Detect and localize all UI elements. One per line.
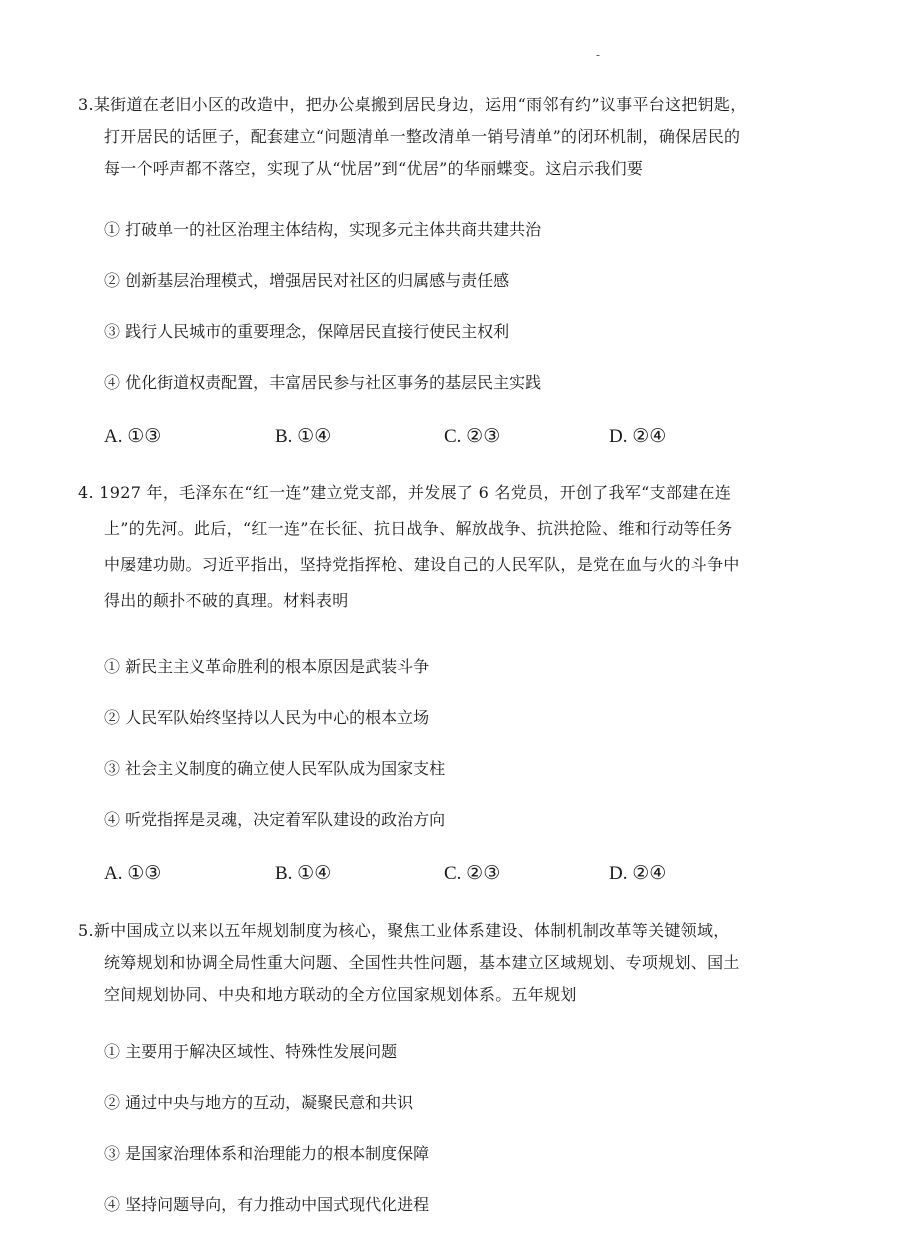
option-line: ① 新民主主义革命胜利的根本原因是武装斗争	[104, 657, 430, 676]
answer-choice-a: A. ①③	[104, 863, 162, 884]
option-line: ③ 社会主义制度的确立使人民军队成为国家支柱	[104, 759, 446, 778]
option-line: ③ 践行人民城市的重要理念，保障居民直接行使民主权利	[104, 322, 510, 341]
option-line: ② 人民军队始终坚持以人民为中心的根本立场	[104, 708, 430, 727]
answer-choice-d: D. ②④	[609, 426, 667, 447]
question-stem-line: 3.某街道在老旧小区的改造中，把办公桌搬到居民身边，运用“雨邻有约”议事平台这把钥匙，	[78, 95, 747, 114]
option-line: ③ 是国家治理体系和治理能力的根本制度保障	[104, 1144, 430, 1163]
question-stem-line: 统筹规划和协调全局性重大问题、全国性共性问题，基本建立区域规划、专项规划、国土	[104, 953, 740, 972]
question-stem-line: 5.新中国成立以来以五年规划制度为核心，聚焦工业体系建设、体制机制改革等关键领域，	[78, 921, 730, 940]
answer-choice-b: B. ①④	[275, 426, 332, 447]
option-line: ② 创新基层治理模式，增强居民对社区的归属感与责任感	[104, 271, 510, 290]
answer-choice-d: D. ②④	[609, 863, 667, 884]
option-line: ① 打破单一的社区治理主体结构，实现多元主体共商共建共治	[104, 220, 542, 239]
option-line: ④ 坚持问题导向，有力推动中国式现代化进程	[104, 1195, 430, 1214]
answer-choice-c: C. ②③	[444, 863, 501, 884]
question-stem-line: 4. 1927 年，毛泽东在“红一连”建立党支部，并发展了 6 名党员，开创了我军“支部建在连	[78, 483, 732, 502]
question-stem-line: 空间规划协同、中央和地方联动的全方位国家规划体系。五年规划	[104, 985, 577, 1004]
question-stem-line: 上”的先河。此后，“红一连”在长征、抗日战争、解放战争、抗洪抢险、维和行动等任务	[104, 519, 733, 538]
option-line: ② 通过中央与地方的互动，凝聚民意和共识	[104, 1093, 414, 1112]
answer-choice-b: B. ①④	[275, 863, 332, 884]
answer-choice-a: A. ①③	[104, 426, 162, 447]
question-stem-line: 打开居民的话匣子，配套建立“问题清单一整改清单一销号清单”的闭环机制，确保居民的	[104, 127, 741, 146]
option-line: ④ 优化街道权责配置，丰富居民参与社区事务的基层民主实践	[104, 373, 542, 392]
question-stem-line: 中屡建功勋。习近平指出，坚持党指挥枪、建设自己的人民军队，是党在血与火的斗争中	[104, 555, 740, 574]
page-mark: -	[596, 48, 601, 62]
question-stem-line: 每一个呼声都不落空，实现了从“忧居”到“优居”的华丽蝶变。这启示我们要	[104, 159, 644, 178]
answer-choice-c: C. ②③	[444, 426, 501, 447]
question-stem-line: 得出的颠扑不破的真理。材料表明	[104, 591, 349, 610]
option-line: ④ 听党指挥是灵魂，决定着军队建设的政治方向	[104, 810, 446, 829]
option-line: ① 主要用于解决区域性、特殊性发展问题	[104, 1042, 398, 1061]
